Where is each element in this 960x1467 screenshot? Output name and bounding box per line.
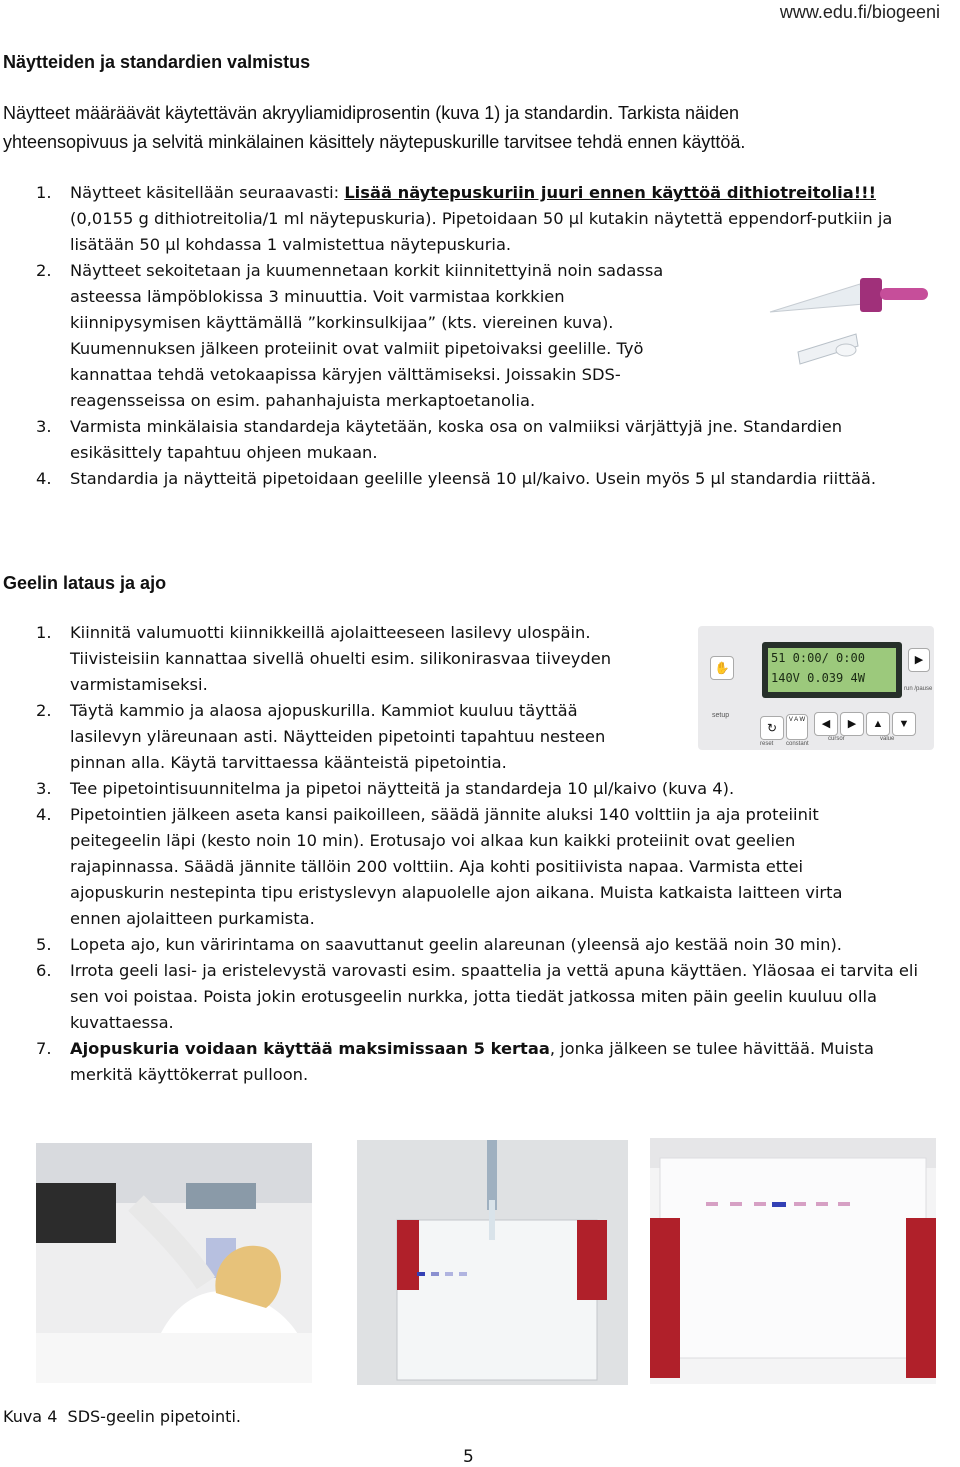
cursor-right-icon[interactable]: ▶: [840, 712, 864, 736]
intro-line-1: Näytteet määräävät käytettävän akryyliamidiprosentin (kuva 1) ja standardin. Tarkista näiden: [3, 103, 740, 123]
list-text: Kiinnitä valumuotti kiinnikkeillä ajolaitteeseen lasilevy ulospäin. Tiivisteisiin kannattaa sivellä ohuelti esim. silikonirasvaa tiiveyden varmistamiseksi.: [70, 623, 612, 694]
list-item: [0, 698, 645, 776]
list-item: [0, 958, 940, 1036]
list-text: (0,0155 g dithiotreitolia/1 ml näytepuskuria). Pipetoidaan 50 µl kutakin näytettä eppendorf-putkiin ja lisätään 50 µl kohdassa 1 valmistettua näytepuskuria.: [70, 209, 893, 254]
section-title-sample-prep: Näytteiden ja standardien valmistus: [3, 52, 311, 72]
intro-paragraph: [3, 99, 948, 157]
list-text: Pipetointien jälkeen aseta kansi paikoilleen, säädä jännite aluksi 140 volttiin ja aja proteiinit peitegeelin läpi (kesto noin 10 min). Erotusajo voi alkaa kun kaikki proteiinit ovat geelien rajapinnassa. Säädä jännite tällöin 200 volttiin. Aja kohti positiivista napaa. Varmista ettei ajopuskurin nestepinta tipu eristyslevyn alapuolelle ajon aikana. Muista katkaista laitteen virta ennen ajolaitteen purkamista.: [70, 805, 843, 928]
cursor-label: cursor: [828, 736, 845, 742]
setup-label: setup: [712, 712, 730, 719]
reset-label: reset: [760, 741, 774, 747]
list-number: 1.: [36, 623, 52, 642]
list-item: [0, 1036, 880, 1088]
list-item: [0, 414, 910, 466]
value-up-icon[interactable]: ▲: [866, 712, 890, 736]
figure-caption: Kuva 4 SDS-geelin pipetointi.: [3, 1407, 241, 1426]
list-text: Varmista minkälaisia standardeja käytetään, koska osa on valmiiksi värjättyjä jne. Standardien esikäsittely tapahtuu ohjeen mukaan.: [70, 417, 843, 462]
pipetting-scene-illustration: [36, 1143, 312, 1383]
list-number: 3.: [36, 417, 52, 436]
list-item: [0, 258, 680, 414]
list-number: 7.: [36, 1039, 52, 1058]
list-item: [0, 180, 935, 258]
list-number: 1.: [36, 183, 52, 202]
list-text: Standardia ja näytteitä pipetoidaan geelille yleensä 10 µl/kaivo. Usein myös 5 µl standardia riittää.: [70, 469, 877, 488]
list-number: 4.: [36, 805, 52, 824]
lcd-line-2: 140V 0.039 4W: [771, 671, 865, 685]
setup-hand-icon[interactable]: ✋: [710, 656, 734, 680]
list-text-emphasis: Ajopuskuria voidaan käyttää maksimissaan 5 kertaa: [70, 1039, 550, 1058]
page-number: 5: [463, 1447, 474, 1467]
list-number: 4.: [36, 469, 52, 488]
list-text-emphasis: Lisää näytepuskuriin juuri ennen käyttöä dithiotreitolia!!!: [344, 183, 877, 202]
list-item: [0, 932, 930, 958]
list-item: [0, 776, 870, 802]
list-text: Irrota geeli lasi- ja eristelevystä varovasti esim. spaattelia ja vettä apuna käyttäen. Yläosaa ei tarvita eli sen voi poistaa. Poista jokin erotusgeelin nurkka, jotta tiedät jatkossa miten päin geelin kuuluu olla kuvattaessa.: [70, 961, 918, 1032]
gel-result-photo: [650, 1138, 936, 1384]
pipetting-photo-1: [36, 1143, 312, 1383]
list-item: [0, 802, 890, 932]
constant-label: constant: [786, 741, 809, 747]
intro-line-2: yhteensopivuus ja selvitä minkälainen käsittely näytepuskurille tarvitsee tehdä ennen käyttöä.: [3, 132, 746, 152]
list-number: 2.: [36, 701, 52, 720]
list-number: 3.: [36, 779, 52, 798]
run-pause-label: run /pause: [904, 686, 933, 692]
cursor-left-icon[interactable]: ◀: [814, 712, 838, 736]
list-item: [0, 466, 945, 492]
list-text: Näytteet sekoitetaan ja kuumennetaan korkit kiinnitettyinä noin sadassa asteessa lämpöblokissa 3 minuuttia. Voit varmistaa korkkien kiinnipysymisen käyttämällä ”korkinsulkijaa” (kts. viereinen kuva). Kuumennuksen jälkeen proteiinit ovat valmiit pipetoivaksi geelille. Työ kannattaa tehdä vetokaapissa käryjen välttämiseksi. Joissakin SDS-reagensseissa on esim. pahanhajuista merkaptoetanolia.: [70, 261, 664, 410]
list-item: [0, 620, 650, 698]
section-title-gel-run: Geelin lataus ja ajo: [3, 573, 167, 593]
pipetting-photo-2: [357, 1140, 628, 1385]
value-down-icon[interactable]: ▼: [892, 712, 916, 736]
list-text: Täytä kammio ja alaosa ajopuskurilla. Kammiot kuuluu täyttää lasilevyn yläreunaan asti. Näytteiden pipetointi tapahtuu nesteen pinnan alla. Käytä tarvittaessa käänteistä pipetointia.: [70, 701, 606, 772]
gel-cassette-illustration: [357, 1140, 628, 1385]
list-number: 2.: [36, 261, 52, 280]
constant-vaw-button[interactable]: V A W: [786, 714, 808, 740]
reset-icon[interactable]: ↻: [760, 716, 784, 740]
run-pause-icon[interactable]: ▶: [908, 648, 930, 672]
lcd-display: [768, 648, 896, 692]
lcd-line-1: 51 0:00/ 0:00: [771, 651, 865, 665]
list-number: 6.: [36, 961, 52, 980]
value-label: value: [880, 736, 895, 742]
list-text: Lopeta ajo, kun väririntama on saavuttanut geelin alareunan (yleensä ajo kestää noin 30 min).: [70, 935, 842, 954]
list-number: 5.: [36, 935, 52, 954]
list-text: , jonka jälkeen se tulee hävittää. Muista merkitä käyttökerrat pulloon.: [70, 1039, 875, 1084]
tube-illustration: [760, 264, 936, 378]
power-supply-image: [698, 626, 934, 750]
list-text: Tee pipetointisuunnitelma ja pipetoi näytteitä ja standardeja 10 µl/kaivo (kuva 4).: [70, 779, 735, 798]
list-text-lead: Näytteet käsitellään seuraavasti:: [70, 183, 345, 202]
gel-bands-illustration: [650, 1138, 936, 1384]
tube-and-cap-closer-image: [760, 264, 936, 378]
header-url[interactable]: www.edu.fi/biogeeni: [779, 2, 940, 22]
